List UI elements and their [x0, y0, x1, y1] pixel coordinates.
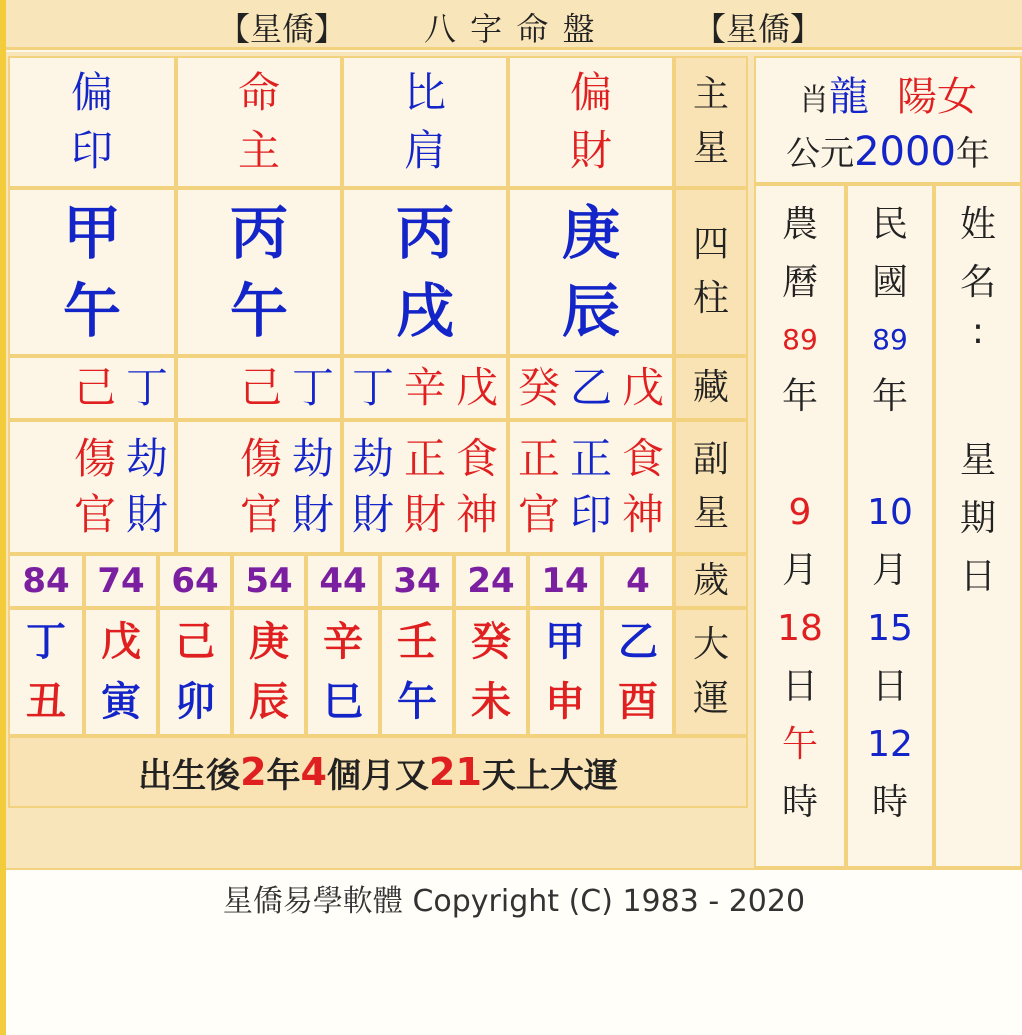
hidden-stem: 己 [73, 363, 116, 412]
sub-star-char: 財 [291, 490, 334, 539]
row-label-hidden [674, 356, 748, 420]
pillar-branch: 辰 [561, 277, 620, 345]
unit-char: 月 [781, 550, 818, 591]
lunar-day: 18 [777, 608, 823, 649]
luck-start-sentence [8, 736, 748, 808]
sub-star-char: 官 [517, 490, 560, 539]
luck-stem: 癸 [471, 619, 511, 665]
luck-start-years: 2 [240, 750, 267, 794]
luck-branch: 未 [471, 679, 511, 725]
hidden-month [176, 356, 342, 420]
sub-star-char: 食 [456, 434, 499, 483]
luck-stem: 丁 [26, 619, 66, 665]
luck-pillar [602, 608, 674, 736]
unit-char: 年 [781, 376, 818, 417]
main-star-hour [508, 56, 674, 188]
label-char: 星 [692, 128, 729, 169]
luck-stem: 庚 [249, 619, 289, 665]
age-value: 74 [97, 561, 145, 601]
sub-star-char: 傷 [73, 434, 116, 483]
luck-branch: 辰 [249, 679, 289, 725]
age-value: 4 [626, 561, 650, 601]
pillar-hour [508, 188, 674, 356]
luck-pillar [306, 608, 380, 736]
luck-pillar [84, 608, 158, 736]
luck-stem: 辛 [323, 619, 363, 665]
main-star-char: 肩 [403, 126, 446, 175]
hidden-year [8, 356, 176, 420]
pillar-stem: 甲 [62, 199, 121, 267]
hidden-stem: 己 [239, 363, 282, 412]
age-value: 34 [393, 561, 441, 601]
sub-star-char: 劫 [351, 434, 394, 483]
age-cell [84, 554, 158, 608]
main-star-day [342, 56, 508, 188]
birth-info-box [754, 56, 1022, 184]
roc-month: 10 [867, 492, 913, 533]
unit-char: 時 [871, 782, 908, 823]
lunar-hour: 午 [781, 724, 818, 765]
sub-star-month [176, 420, 342, 554]
sub-star-char: 印 [569, 490, 612, 539]
left-tag: 【星僑】 [218, 10, 347, 48]
pillar-stem: 庚 [561, 199, 620, 267]
main-star-char: 比 [403, 68, 446, 117]
zodiac-animal: 龍 [829, 74, 869, 120]
zodiac-line [799, 65, 977, 122]
age-cell [528, 554, 602, 608]
luck-pillar [528, 608, 602, 736]
roc-hour: 12 [867, 724, 913, 765]
text-segment: 年 [266, 755, 301, 796]
sub-star-char: 財 [125, 490, 168, 539]
label-char: 國 [871, 262, 908, 303]
age-value: 14 [541, 561, 589, 601]
sub-star-char: 官 [73, 490, 116, 539]
unit-char: 日 [781, 666, 818, 707]
pillar-year [8, 188, 176, 356]
age-value: 64 [171, 561, 219, 601]
pillar-branch: 午 [229, 277, 288, 345]
age-cell [454, 554, 528, 608]
lunar-date-column [754, 184, 846, 868]
age-cell [306, 554, 380, 608]
label-char: 歲 [692, 560, 729, 601]
label-char: 副 [692, 439, 729, 480]
pillar-stem: 丙 [395, 199, 454, 267]
gregorian-year-line [786, 126, 990, 175]
hidden-stem: 丁 [125, 363, 168, 412]
luck-branch: 巳 [323, 679, 363, 725]
unit-char: 月 [871, 550, 908, 591]
hidden-stem: 辛 [403, 363, 446, 412]
luck-branch: 申 [545, 679, 585, 725]
row-label-pillars [674, 188, 748, 356]
pillar-branch: 午 [62, 277, 121, 345]
main-star-char: 命 [237, 68, 280, 117]
hidden-stem: 戊 [456, 363, 499, 412]
unit-char: 日 [871, 666, 908, 707]
zodiac-prefix: 肖 [799, 83, 829, 118]
age-value: 54 [245, 561, 293, 601]
sub-star-char: 傷 [239, 434, 282, 483]
luck-stem: 甲 [545, 619, 585, 665]
luck-pillar [158, 608, 232, 736]
hidden-day [342, 356, 508, 420]
hidden-stem: 乙 [569, 363, 612, 412]
luck-branch: 午 [397, 679, 437, 725]
sub-star-char: 正 [403, 434, 446, 483]
pillar-month [176, 188, 342, 356]
age-cell [8, 554, 84, 608]
hidden-stem: 丁 [291, 363, 334, 412]
luck-branch: 丑 [26, 679, 66, 725]
luck-pillar [8, 608, 84, 736]
weekday-char: 日 [959, 556, 996, 597]
sub-star-char: 正 [517, 434, 560, 483]
label-char: 農 [781, 204, 818, 245]
hidden-hour [508, 356, 674, 420]
hidden-stem: 癸 [517, 363, 560, 412]
sub-star-char: 神 [622, 490, 665, 539]
label-char: 姓 [959, 204, 996, 245]
sub-star-char: 劫 [291, 434, 334, 483]
label-char: 民 [871, 204, 908, 245]
weekday-char: 期 [959, 498, 996, 539]
label-char: 名 [959, 262, 996, 303]
weekday-char: 星 [959, 440, 996, 481]
label-char: 四 [692, 224, 729, 265]
label-char: 主 [692, 74, 729, 115]
luck-pillar [454, 608, 528, 736]
age-cell [232, 554, 306, 608]
sub-star-day [342, 420, 508, 554]
roc-date-column [846, 184, 934, 868]
age-value: 24 [467, 561, 515, 601]
luck-stem: 戊 [101, 619, 141, 665]
luck-branch: 酉 [618, 679, 658, 725]
text-segment: 出生後 [138, 755, 241, 796]
age-cell [158, 554, 232, 608]
luck-start-days: 21 [429, 750, 482, 794]
main-star-year [8, 56, 176, 188]
row-label-age [674, 554, 748, 608]
chart-panel [6, 52, 1022, 868]
main-star-char: 財 [569, 126, 612, 175]
label-char: : [971, 311, 985, 352]
lunar-month: 9 [788, 492, 812, 533]
pillar-stem: 丙 [229, 199, 288, 267]
age-value: 44 [319, 561, 367, 601]
title-bar [6, 0, 1022, 50]
sub-star-char: 財 [351, 490, 394, 539]
label-char: 大 [692, 624, 729, 665]
luck-start-months: 4 [300, 750, 327, 794]
sub-star-hour [508, 420, 674, 554]
lunar-year: 89 [782, 323, 818, 356]
label-char: 運 [692, 678, 729, 719]
luck-branch: 寅 [101, 679, 141, 725]
age-value: 84 [22, 561, 70, 601]
label-char: 星 [692, 493, 729, 534]
gregorian-year: 2000 [854, 129, 956, 175]
sub-star-char: 食 [622, 434, 665, 483]
label-char: 柱 [692, 278, 729, 319]
pillar-day [342, 188, 508, 356]
main-star-month [176, 56, 342, 188]
row-label-sub-star [674, 420, 748, 554]
sub-star-char: 劫 [125, 434, 168, 483]
luck-pillar [232, 608, 306, 736]
unit-char: 時 [781, 782, 818, 823]
sub-star-char: 官 [239, 490, 282, 539]
luck-stem: 壬 [397, 619, 437, 665]
year-suffix: 年 [955, 134, 990, 174]
text-segment: 天上大運 [481, 755, 618, 796]
sub-star-year [8, 420, 176, 554]
main-star-char: 印 [70, 126, 113, 175]
row-label-luck [674, 608, 748, 736]
main-star-char: 偏 [70, 68, 113, 117]
main-star-char: 偏 [569, 68, 612, 117]
unit-char: 年 [871, 376, 908, 417]
copyright-text: 星僑易學軟體 Copyright (C) 1983 - 2020 [222, 884, 806, 919]
luck-branch: 卯 [175, 679, 215, 725]
label-char: 曆 [781, 262, 818, 303]
year-prefix: 公元 [786, 134, 855, 174]
page-title: 八 字 命 盤 [424, 10, 597, 48]
text-segment: 個月又 [327, 755, 429, 796]
roc-year: 89 [872, 323, 908, 356]
hidden-stem: 丁 [351, 363, 394, 412]
footer [6, 868, 1022, 1035]
row-label-main-star [674, 56, 748, 188]
sub-star-char: 正 [569, 434, 612, 483]
sub-star-char: 神 [456, 490, 499, 539]
label-char: 藏 [692, 367, 729, 408]
age-cell [380, 554, 454, 608]
luck-stem: 乙 [618, 619, 658, 665]
pillar-branch: 戌 [395, 277, 454, 345]
luck-pillar [380, 608, 454, 736]
gender-label: 陽女 [897, 74, 977, 120]
main-star-char: 主 [237, 126, 280, 175]
roc-day: 15 [867, 608, 913, 649]
luck-stem: 己 [175, 619, 215, 665]
name-weekday-column [934, 184, 1022, 868]
hidden-stem: 戊 [622, 363, 665, 412]
sub-star-char: 財 [403, 490, 446, 539]
age-cell [602, 554, 674, 608]
right-tag: 【星僑】 [694, 10, 823, 48]
